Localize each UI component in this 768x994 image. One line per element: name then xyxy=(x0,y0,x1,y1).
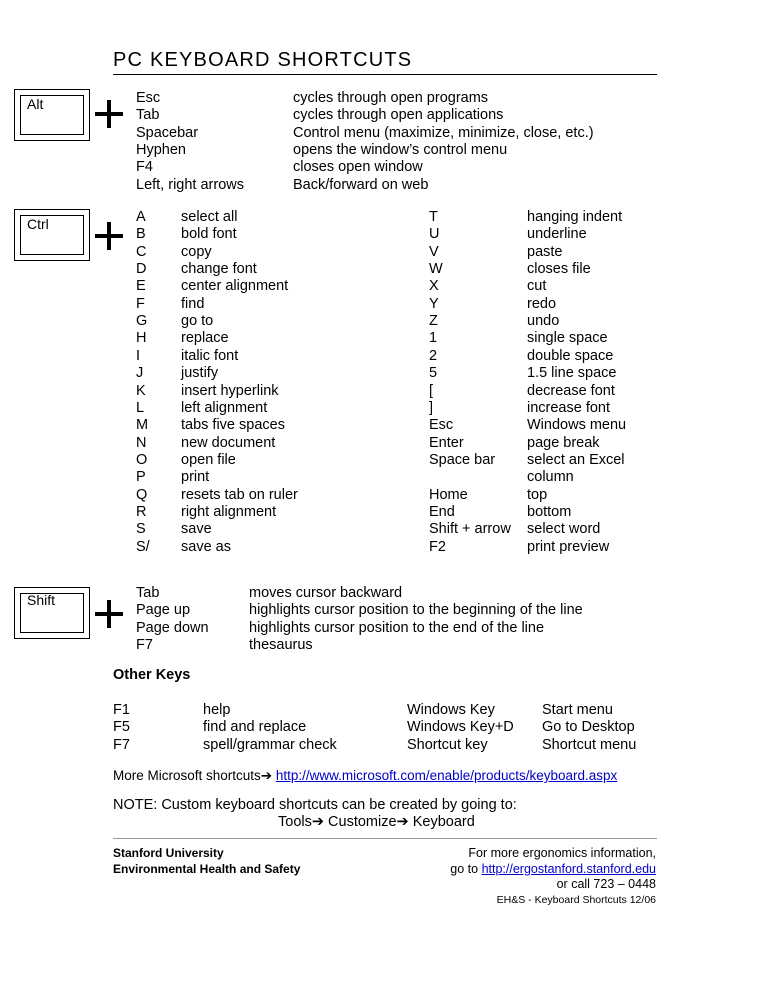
shortcut-key: Home xyxy=(429,486,468,503)
shortcut-description: undo xyxy=(527,313,560,330)
shortcut-description: change font xyxy=(181,261,257,278)
shortcut-description: hanging indent xyxy=(527,209,623,225)
shortcut-description: Shortcut menu xyxy=(542,736,637,753)
shortcut-key: R xyxy=(136,503,147,520)
microsoft-shortcuts-link[interactable]: http://www.microsoft.com/enable/products/keyboard.aspx xyxy=(275,768,618,783)
footer-info-line3: or call 723 – 0448 xyxy=(556,877,656,891)
shortcut-key: Tab xyxy=(136,107,160,124)
ctrl-key-icon xyxy=(14,209,90,261)
shortcut-key: Spacebar xyxy=(136,124,199,141)
shortcut-key: G xyxy=(136,313,148,330)
shortcut-key: H xyxy=(136,330,147,347)
shortcut-key: ] xyxy=(429,399,434,416)
shortcut-description: insert hyperlink xyxy=(181,382,279,399)
shortcut-key: X xyxy=(429,278,439,295)
shortcut-description: copy xyxy=(181,243,212,260)
shortcut-description: select word xyxy=(527,521,601,538)
shortcut-description: find and replace xyxy=(203,719,307,736)
shortcut-description: Windows menu xyxy=(527,417,627,434)
shortcut-description: 1.5 line space xyxy=(527,365,617,382)
plus-icon xyxy=(95,600,123,628)
shortcut-description: closes file xyxy=(527,261,591,278)
shortcut-description: double space xyxy=(527,347,614,364)
footer-info-line2 xyxy=(450,862,656,878)
shortcut-key: F1 xyxy=(113,702,130,718)
shortcut-key: Windows Key+D xyxy=(407,719,514,736)
shortcut-description: spell/grammar check xyxy=(203,736,337,753)
shortcut-description: closes open window xyxy=(293,159,423,176)
shortcut-key: A xyxy=(136,209,146,225)
shortcut-key: E xyxy=(136,278,146,295)
shortcut-key: Enter xyxy=(429,434,464,451)
shortcut-description: open file xyxy=(181,451,236,468)
other-keys-heading: Other Keys xyxy=(113,667,191,683)
shortcut-description: single space xyxy=(527,330,608,347)
shortcut-key: L xyxy=(136,399,145,416)
shortcut-description: highlights cursor position to the end of the line xyxy=(249,619,545,636)
more-shortcuts-line xyxy=(113,767,617,785)
shortcut-description: bold font xyxy=(181,226,237,243)
shortcut-key: F5 xyxy=(113,719,130,736)
shortcut-key: C xyxy=(136,243,147,260)
shortcut-description: new document xyxy=(181,434,276,451)
shortcut-description: Back/forward on web xyxy=(293,176,429,193)
shortcut-key: W xyxy=(429,261,443,278)
shortcut-description: paste xyxy=(527,243,563,260)
shortcut-description: thesaurus xyxy=(249,636,313,653)
shortcut-key: M xyxy=(136,417,149,434)
shortcut-description: Go to Desktop xyxy=(542,719,635,736)
shortcut-key: F7 xyxy=(113,736,130,753)
shortcut-description: top xyxy=(527,486,548,503)
arrow-right-icon: ➔ xyxy=(260,768,273,784)
note-path-customize: Customize xyxy=(324,814,397,830)
shortcut-description: replace xyxy=(181,330,229,347)
shortcut-description: select an Excel xyxy=(527,451,625,468)
shortcut-key: F7 xyxy=(136,636,153,653)
shortcut-key: D xyxy=(136,261,147,278)
arrow-right-icon: ➔ xyxy=(396,814,409,830)
shortcut-description: print preview xyxy=(527,538,610,555)
shortcut-key: Space bar xyxy=(429,451,496,468)
shortcut-description: increase font xyxy=(527,399,611,416)
shortcut-key: B xyxy=(136,226,146,243)
plus-icon xyxy=(95,222,123,250)
shortcut-key: 2 xyxy=(429,347,438,364)
footer-doc-id: EH&S - Keyboard Shortcuts 12/06 xyxy=(496,893,656,906)
shortcut-description: print xyxy=(181,469,210,486)
shortcut-description: save as xyxy=(181,538,231,555)
shortcut-key: 1 xyxy=(429,330,438,347)
footer-rule xyxy=(113,838,657,839)
shortcut-description: opens the window’s control menu xyxy=(293,141,508,158)
shortcut-description: highlights cursor position to the beginning of the line xyxy=(249,602,583,619)
shortcut-key: Q xyxy=(136,486,148,503)
shortcut-description: go to xyxy=(181,313,214,330)
shortcut-description: cut xyxy=(527,278,547,295)
shortcut-description: save xyxy=(181,521,212,538)
shortcut-key: U xyxy=(429,226,440,243)
shortcut-key: Left, right arrows xyxy=(136,176,244,193)
shortcut-description: moves cursor backward xyxy=(249,585,403,601)
shortcut-description: underline xyxy=(527,226,587,243)
shortcut-description: redo xyxy=(527,295,557,312)
shortcut-description: italic font xyxy=(181,347,239,364)
shortcut-key: [ xyxy=(429,382,434,399)
shortcut-key: Y xyxy=(429,295,439,312)
shortcut-key: S/ xyxy=(136,538,150,555)
shortcut-key: P xyxy=(136,469,146,486)
footer-info-line1: For more ergonomics information, xyxy=(468,846,656,860)
shortcut-key: Tab xyxy=(136,585,160,601)
shortcut-key: End xyxy=(429,503,455,520)
shortcut-description: Start menu xyxy=(542,702,613,718)
shortcut-description: bottom xyxy=(527,503,572,520)
footer-info xyxy=(450,846,656,908)
shift-key-icon xyxy=(14,587,90,639)
title-rule xyxy=(113,74,657,75)
footer-org xyxy=(113,846,300,877)
shortcut-description: right alignment xyxy=(181,503,277,520)
shortcut-key: F xyxy=(136,295,145,312)
note-path-tools: Tools xyxy=(278,814,312,830)
shortcut-key: F2 xyxy=(429,538,446,555)
footer-goto-text: go to xyxy=(450,861,482,876)
shortcut-description: center alignment xyxy=(181,278,289,295)
shortcut-key: Windows Key xyxy=(407,702,495,718)
alt-key-label: Alt xyxy=(27,96,44,112)
shortcut-key: Hyphen xyxy=(136,141,186,158)
more-shortcuts-text: More Microsoft shortcuts xyxy=(113,768,261,783)
shortcut-key: J xyxy=(136,365,144,382)
shortcut-key: F4 xyxy=(136,159,153,176)
shortcut-description: column xyxy=(527,469,574,486)
shortcut-key: Esc xyxy=(429,417,454,434)
shortcut-key: N xyxy=(136,434,147,451)
shortcut-description: resets tab on ruler xyxy=(181,486,298,503)
alt-key-icon xyxy=(14,89,90,141)
plus-icon xyxy=(95,100,123,128)
arrow-right-icon: ➔ xyxy=(311,814,325,830)
shortcut-key: Page up xyxy=(136,602,191,619)
shift-key-label: Shift xyxy=(27,592,56,608)
note-path-keyboard: Keyboard xyxy=(408,814,475,830)
shortcut-description: help xyxy=(203,702,231,718)
shortcut-description: cycles through open programs xyxy=(293,90,489,106)
shortcut-description: select all xyxy=(181,209,238,225)
ergo-link[interactable]: http://ergostanford.stanford.edu xyxy=(481,861,656,876)
shortcut-description: decrease font xyxy=(527,382,615,399)
shortcut-key: 5 xyxy=(429,365,438,382)
shortcut-key: S xyxy=(136,521,146,538)
shortcut-description: tabs five spaces xyxy=(181,417,285,434)
shortcut-key: Shift + arrow xyxy=(429,521,511,538)
shortcut-description: Control menu (maximize, minimize, close, etc.) xyxy=(293,124,594,141)
shortcut-description: cycles through open applications xyxy=(293,107,504,124)
note-path xyxy=(278,814,475,831)
shortcut-key: Page down xyxy=(136,619,209,636)
page-title: PC KEYBOARD SHORTCUTS xyxy=(113,49,413,71)
shortcut-key: Z xyxy=(429,313,438,330)
shortcut-key: Shortcut key xyxy=(407,736,488,753)
shortcut-description: justify xyxy=(181,365,219,382)
footer-dept-name: Environmental Health and Safety xyxy=(113,861,301,876)
shortcut-description: page break xyxy=(527,434,600,451)
shortcut-key: V xyxy=(429,243,439,260)
shortcut-key: K xyxy=(136,382,146,399)
shortcut-key: Esc xyxy=(136,90,161,106)
shortcut-description: left alignment xyxy=(181,399,268,416)
shortcut-key: T xyxy=(429,209,438,225)
ctrl-key-label: Ctrl xyxy=(27,216,49,232)
shortcut-description: find xyxy=(181,295,205,312)
shortcut-key: O xyxy=(136,451,148,468)
footer-org-name: Stanford University xyxy=(113,846,224,860)
note-line: NOTE: Custom keyboard shortcuts can be created by going to: xyxy=(113,797,517,813)
shortcut-key: I xyxy=(136,347,141,364)
